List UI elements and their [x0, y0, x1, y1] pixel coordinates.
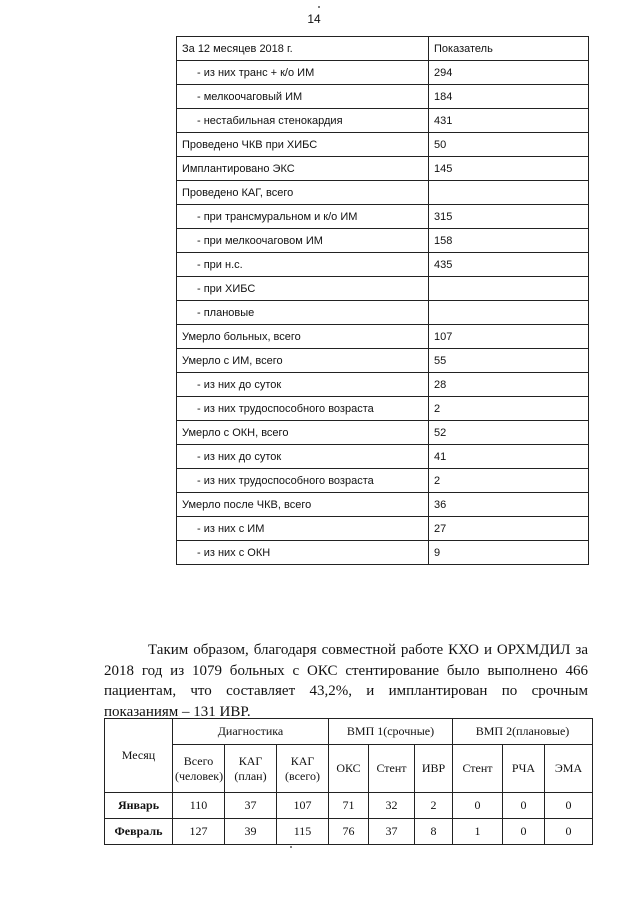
month-row: [105, 819, 593, 845]
value-cell: 107: [277, 793, 329, 819]
statistics-row-label: - плановые: [177, 301, 429, 325]
statistics-row-label: - при трансмуральном и к/о ИМ: [177, 205, 429, 229]
value-cell: 0: [503, 819, 545, 845]
statistics-row-value: 294: [429, 61, 589, 85]
statistics-row-value: 55: [429, 349, 589, 373]
statistics-row-value: 184: [429, 85, 589, 109]
statistics-row: [177, 133, 589, 157]
statistics-row: [177, 469, 589, 493]
monthly-table-group-row: [105, 719, 593, 745]
subheader-cell: Стент: [453, 745, 503, 793]
statistics-row-label: - мелкоочаговый ИМ: [177, 85, 429, 109]
subheader-cell: КАГ (всего): [277, 745, 329, 793]
statistics-row-label: - из них транс + к/о ИМ: [177, 61, 429, 85]
period-header: За 12 месяцев 2018 г.: [177, 37, 429, 61]
value-cell: 127: [173, 819, 225, 845]
subheader-cell: ОКС: [329, 745, 369, 793]
monthly-table: [104, 718, 593, 845]
statistics-table-header-row: [177, 37, 589, 61]
statistics-row-label: - из них до суток: [177, 445, 429, 469]
group-header-diagnostics: Диагностика: [173, 719, 329, 745]
statistics-row: [177, 253, 589, 277]
value-cell: 1: [453, 819, 503, 845]
statistics-table-body: [177, 37, 589, 565]
monthly-table-subheader-row: [105, 745, 593, 793]
value-cell: 32: [369, 793, 415, 819]
statistics-row-value: 27: [429, 517, 589, 541]
value-cell: 115: [277, 819, 329, 845]
statistics-row-label: Проведено КАГ, всего: [177, 181, 429, 205]
statistics-row-label: - из них до суток: [177, 373, 429, 397]
statistics-row-label: - при н.с.: [177, 253, 429, 277]
statistics-row-value: 2: [429, 397, 589, 421]
subheader-cell: Всего (человек): [173, 745, 225, 793]
statistics-row: [177, 421, 589, 445]
statistics-row-value: 2: [429, 469, 589, 493]
value-cell: 37: [225, 793, 277, 819]
group-header-vmp1: ВМП 1(срочные): [329, 719, 453, 745]
month-cell: Январь: [105, 793, 173, 819]
statistics-row: [177, 517, 589, 541]
statistics-row: [177, 181, 589, 205]
statistics-row-label: - при ХИБС: [177, 277, 429, 301]
statistics-row-label: - из них с ИМ: [177, 517, 429, 541]
statistics-row: [177, 445, 589, 469]
statistics-row-value: 36: [429, 493, 589, 517]
statistics-row: [177, 373, 589, 397]
statistics-row-value: 158: [429, 229, 589, 253]
month-cell: Февраль: [105, 819, 173, 845]
statistics-row-value: 315: [429, 205, 589, 229]
statistics-row-value: [429, 301, 589, 325]
statistics-row-value: 41: [429, 445, 589, 469]
subheader-cell: ЭМА: [545, 745, 593, 793]
statistics-row-value: [429, 181, 589, 205]
summary-paragraph: Таким образом, благодаря совместной работе КХО и ОРХМДИЛ за 2018 год из 1079 больных с ОКС стентирование было выполнено 466 пациентам, что составляет 43,2%, и имплантирован по срочным показаниям – 131 ИВР.: [104, 642, 588, 720]
statistics-row: [177, 277, 589, 301]
statistics-row-value: 431: [429, 109, 589, 133]
value-cell: 0: [453, 793, 503, 819]
value-cell: 0: [545, 819, 593, 845]
statistics-row-value: [429, 277, 589, 301]
value-cell: 71: [329, 793, 369, 819]
value-cell: 8: [415, 819, 453, 845]
statistics-row: [177, 229, 589, 253]
value-cell: 39: [225, 819, 277, 845]
statistics-row-label: - нестабильная стенокардия: [177, 109, 429, 133]
group-header-vmp2: ВМП 2(плановые): [453, 719, 593, 745]
statistics-row: [177, 325, 589, 349]
statistics-row-label: Умерло больных, всего: [177, 325, 429, 349]
statistics-row: [177, 301, 589, 325]
statistics-row-value: 9: [429, 541, 589, 565]
month-header: Месяц: [105, 719, 173, 793]
value-cell: 37: [369, 819, 415, 845]
value-cell: 0: [503, 793, 545, 819]
scan-speck: [290, 846, 292, 848]
subheader-cell: РЧА: [503, 745, 545, 793]
statistics-row-value: 28: [429, 373, 589, 397]
statistics-table: [176, 36, 589, 565]
statistics-row-label: Умерло после ЧКВ, всего: [177, 493, 429, 517]
statistics-row-value: 435: [429, 253, 589, 277]
statistics-row: [177, 109, 589, 133]
statistics-row: [177, 493, 589, 517]
statistics-row-label: - из них с ОКН: [177, 541, 429, 565]
subheader-cell: Стент: [369, 745, 415, 793]
monthly-table-body: [105, 793, 593, 845]
statistics-row-label: Проведено ЧКВ при ХИБС: [177, 133, 429, 157]
statistics-row: [177, 157, 589, 181]
statistics-row: [177, 397, 589, 421]
statistics-row-label: - из них трудоспособного возраста: [177, 397, 429, 421]
statistics-row: [177, 61, 589, 85]
statistics-row: [177, 541, 589, 565]
scan-speck: [318, 6, 320, 8]
value-cell: 110: [173, 793, 225, 819]
value-cell: 2: [415, 793, 453, 819]
statistics-row-value: 145: [429, 157, 589, 181]
statistics-row-value: 107: [429, 325, 589, 349]
statistics-row-label: Умерло с ОКН, всего: [177, 421, 429, 445]
month-row: [105, 793, 593, 819]
value-cell: 0: [545, 793, 593, 819]
subheader-cell: ИВР: [415, 745, 453, 793]
indicator-header: Показатель: [429, 37, 589, 61]
value-cell: 76: [329, 819, 369, 845]
statistics-row: [177, 349, 589, 373]
statistics-row: [177, 205, 589, 229]
statistics-row-label: Имплантировано ЭКС: [177, 157, 429, 181]
statistics-row-label: Умерло с ИМ, всего: [177, 349, 429, 373]
statistics-row-label: - из них трудоспособного возраста: [177, 469, 429, 493]
statistics-row-value: 50: [429, 133, 589, 157]
subheader-cell: КАГ (план): [225, 745, 277, 793]
page-number: 14: [307, 12, 321, 26]
statistics-row-value: 52: [429, 421, 589, 445]
statistics-row-label: - при мелкоочаговом ИМ: [177, 229, 429, 253]
statistics-row: [177, 85, 589, 109]
